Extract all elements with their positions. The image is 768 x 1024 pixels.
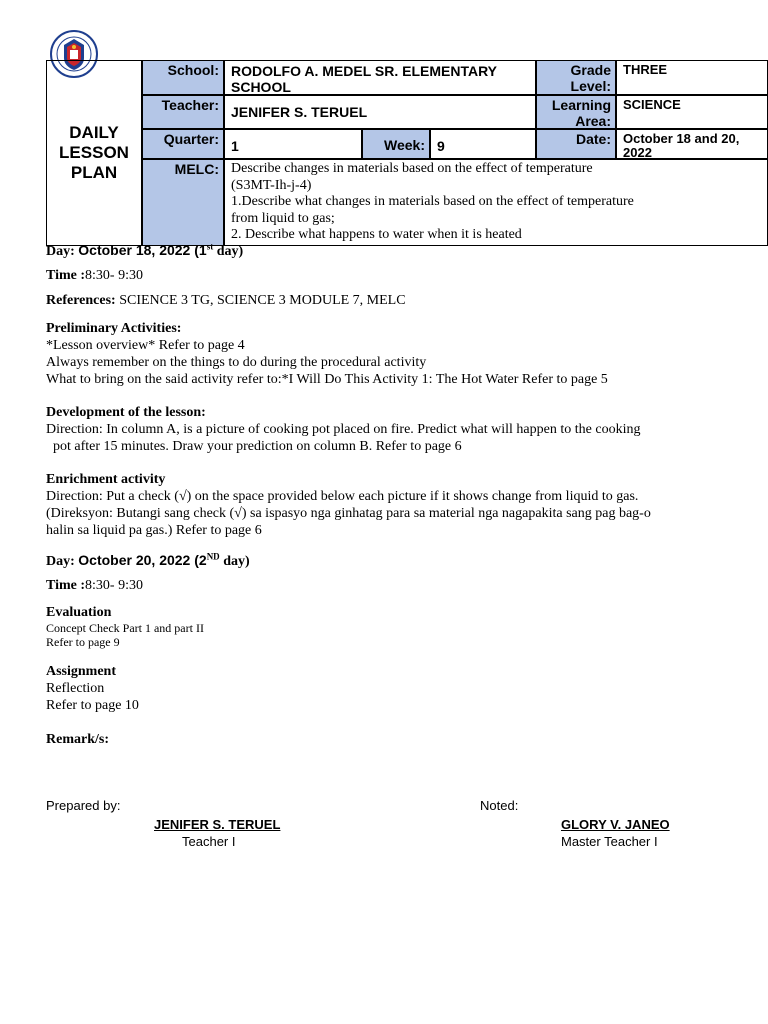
week-value: 9: [430, 129, 536, 159]
evaluation-line: Concept Check Part 1 and part II: [46, 621, 204, 635]
noted-name: GLORY V. JANEO: [561, 817, 670, 832]
time-label: Time :: [46, 268, 86, 283]
development-line: pot after 15 minutes. Draw your prediction on column B. Refer to page 6: [46, 439, 462, 454]
preliminary-heading: Preliminary Activities:: [46, 321, 182, 336]
evaluation-heading: Evaluation: [46, 605, 112, 620]
references-value: SCIENCE 3 TG, SCIENCE 3 MODULE 7, MELC: [119, 293, 406, 308]
preliminary-line: What to bring on the said activity refer to:*I Will Do This Activity 1: The Hot Water Refer to page 5: [46, 372, 608, 387]
melc-line: Describe changes in materials based on the effect of temperature: [231, 161, 593, 176]
noted-label: Noted:: [480, 798, 519, 813]
school-label: School:: [142, 60, 224, 95]
references-line: [46, 292, 406, 309]
noted-title: Master Teacher I: [561, 834, 658, 849]
quarter-label: Quarter:: [142, 129, 224, 159]
date-value: October 18 and 20, 2022: [616, 129, 768, 159]
day-2-suffix: day): [219, 554, 250, 569]
week-label: Week:: [362, 129, 430, 159]
day-2-date: October 20, 2022 (2: [78, 552, 207, 568]
day-label: Day:: [46, 244, 79, 259]
school-value: RODOLFO A. MEDEL SR. ELEMENTARY SCHOOL: [224, 60, 536, 95]
enrichment-line: (Direksyon: Butangi sang check (√) sa ispasyo nga ginhatag para sa material nga nagapakita sang pag bag-o: [46, 506, 651, 521]
prepared-by-name: JENIFER S. TERUEL: [154, 817, 281, 832]
grade-label: Grade Level:: [536, 60, 616, 95]
references-label: References:: [46, 293, 120, 308]
day-label: Day:: [46, 554, 79, 569]
development-line: Direction: In column A, is a picture of cooking pot placed on fire. Predict what will happen to the cooking: [46, 422, 641, 437]
time-1-value: 8:30- 9:30: [85, 268, 143, 283]
header-table: [46, 60, 768, 246]
day-1-date: October 18, 2022 (1: [78, 242, 207, 258]
day-1-suffix: day): [213, 244, 244, 259]
enrichment-line: halin sa liquid pa gas.) Refer to page 6: [46, 523, 262, 538]
melc-label: MELC:: [142, 159, 224, 246]
assignment-line: Reflection: [46, 681, 105, 696]
teacher-label: Teacher:: [142, 95, 224, 129]
learning-area-label: Learning Area:: [536, 95, 616, 129]
daily-lesson-plan-title: [46, 60, 142, 246]
melc-line: (S3MT-Ih-j-4): [231, 177, 312, 193]
assignment-heading: Assignment: [46, 664, 117, 679]
prepared-by-title: Teacher I: [182, 834, 236, 849]
day-2-line: [46, 552, 250, 570]
time-2-line: [46, 577, 143, 594]
melc-line: from liquid to gas;: [231, 210, 335, 226]
melc-value: [224, 159, 768, 246]
day-1-line: [46, 242, 243, 260]
preliminary-line: Always remember on the things to do during the procedural activity: [46, 355, 427, 370]
grade-value: THREE: [616, 60, 768, 95]
enrichment-heading: Enrichment activity: [46, 472, 166, 487]
enrichment-line: Direction: Put a check (√) on the space provided below each picture if it shows change from liquid to gas.: [46, 489, 639, 504]
evaluation-line: Refer to page 9: [46, 635, 120, 649]
quarter-value: 1: [224, 129, 362, 159]
melc-line: 1.Describe what changes in materials based on the effect of temperature: [231, 194, 634, 209]
time-label: Time :: [46, 578, 86, 593]
day-1-sup: st: [206, 241, 214, 252]
daily-lesson-plan-text: DAILY LESSON PLAN: [59, 123, 129, 182]
prepared-by-label: Prepared by:: [46, 798, 121, 813]
remarks-heading: Remark/s:: [46, 732, 109, 747]
development-heading: Development of the lesson:: [46, 405, 206, 420]
learning-area-value: SCIENCE: [616, 95, 768, 129]
date-label: Date:: [536, 129, 616, 159]
day-2-sup: ND: [206, 551, 220, 562]
time-1-line: [46, 267, 143, 284]
teacher-value: JENIFER S. TERUEL: [224, 95, 536, 129]
preliminary-line: *Lesson overview* Refer to page 4: [46, 338, 245, 353]
assignment-line: Refer to page 10: [46, 698, 139, 713]
melc-line: 2. Describe what happens to water when it is heated: [231, 227, 522, 242]
time-2-value: 8:30- 9:30: [85, 578, 143, 593]
